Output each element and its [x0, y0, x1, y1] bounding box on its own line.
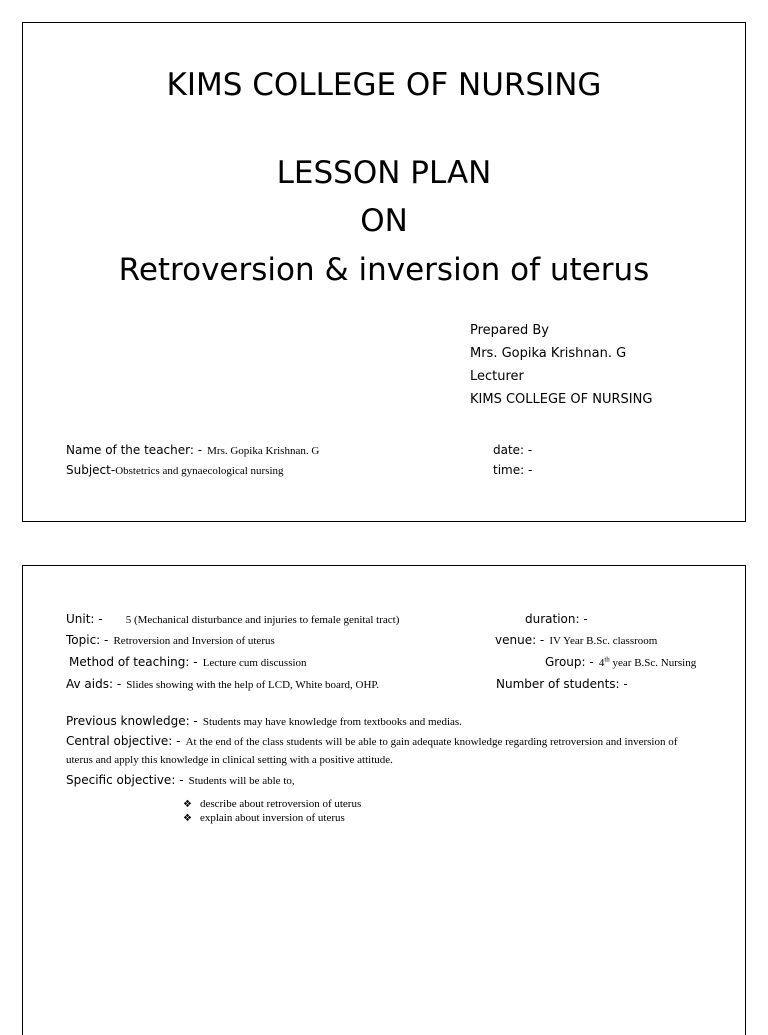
teacher-value: Mrs. Gopika Krishnan. G: [207, 445, 320, 457]
objective-text: describe about retroversion of uterus: [199, 798, 362, 810]
prepared-by-label: Prepared By: [470, 323, 549, 338]
teacher-row: [66, 439, 319, 458]
diamond-bullet-icon: ❖: [183, 813, 192, 824]
date-row: [493, 439, 532, 458]
prepared-by-name: Mrs. Gopika Krishnan. G: [470, 346, 627, 361]
specific-objective-label: Specific objective: -: [66, 773, 184, 787]
venue-label: venue: -: [495, 633, 545, 647]
lesson-plan-heading: LESSON PLAN: [276, 155, 492, 191]
av-aids-value: Slides showing with the help of LCD, White board, OHP.: [126, 679, 380, 691]
time-label: time: -: [493, 463, 533, 477]
unit-row: [66, 608, 399, 627]
institution-title: KIMS COLLEGE OF NURSING: [166, 67, 602, 103]
av-aids-label: Av aids: -: [66, 677, 122, 691]
previous-knowledge-value: Students may have knowledge from textbooks and medias.: [202, 716, 462, 728]
students-row: [496, 673, 628, 692]
cover-page: [22, 22, 746, 522]
time-row: [493, 459, 532, 478]
objective-item: [183, 806, 345, 825]
specific-objective-row: [66, 769, 295, 788]
group-label: Group: -: [545, 655, 594, 669]
central-objective-label: Central objective: -: [66, 734, 181, 748]
previous-knowledge-label: Previous knowledge: -: [66, 714, 198, 728]
prepared-by-designation: Lecturer: [470, 369, 524, 384]
diamond-bullet-icon: ❖: [183, 799, 192, 810]
subject-label: Subject-: [66, 463, 116, 477]
subject-value: Obstetrics and gynaecological nursing: [115, 465, 284, 477]
method-value: Lecture cum discussion: [202, 657, 307, 669]
central-objective-row: [66, 732, 706, 768]
prepared-by-institution: KIMS COLLEGE OF NURSING: [470, 392, 653, 407]
venue-value: IV Year B.Sc. classroom: [549, 635, 658, 647]
group-row: [545, 651, 696, 670]
method-row: [69, 651, 307, 670]
topic-value: Retroversion and Inversion of uterus: [113, 635, 275, 647]
teacher-label: Name of the teacher: -: [66, 443, 203, 457]
topic-label: Topic: -: [66, 633, 109, 647]
specific-objective-value: Students will be able to,: [188, 775, 295, 787]
group-value: 4th year B.Sc. Nursing: [598, 655, 697, 669]
topic-row: [66, 629, 275, 648]
details-page: [22, 565, 746, 1035]
date-label: date: -: [493, 443, 533, 457]
unit-value: 5 (Mechanical disturbance and injuries to female genital tract): [125, 614, 400, 626]
av-aids-row: [66, 673, 379, 692]
objective-text: explain about inversion of uterus: [199, 812, 345, 824]
unit-label: Unit: -: [66, 612, 103, 626]
topic-title: Retroversion & inversion of uterus: [118, 252, 650, 288]
method-label: Method of teaching: -: [69, 655, 198, 669]
previous-knowledge-row: [66, 710, 462, 729]
venue-row: [495, 629, 657, 648]
duration-row: [525, 608, 588, 627]
duration-label: duration: -: [525, 612, 588, 626]
subject-row: [66, 459, 284, 478]
students-label: Number of students: -: [496, 677, 628, 691]
central-objective-value: At the end of the class students will be able to gain adequate knowledge regarding retroversion and inversion of uterus and apply this knowledge in clinical setting with a positive attitude.: [66, 736, 678, 766]
on-label: ON: [360, 203, 408, 239]
